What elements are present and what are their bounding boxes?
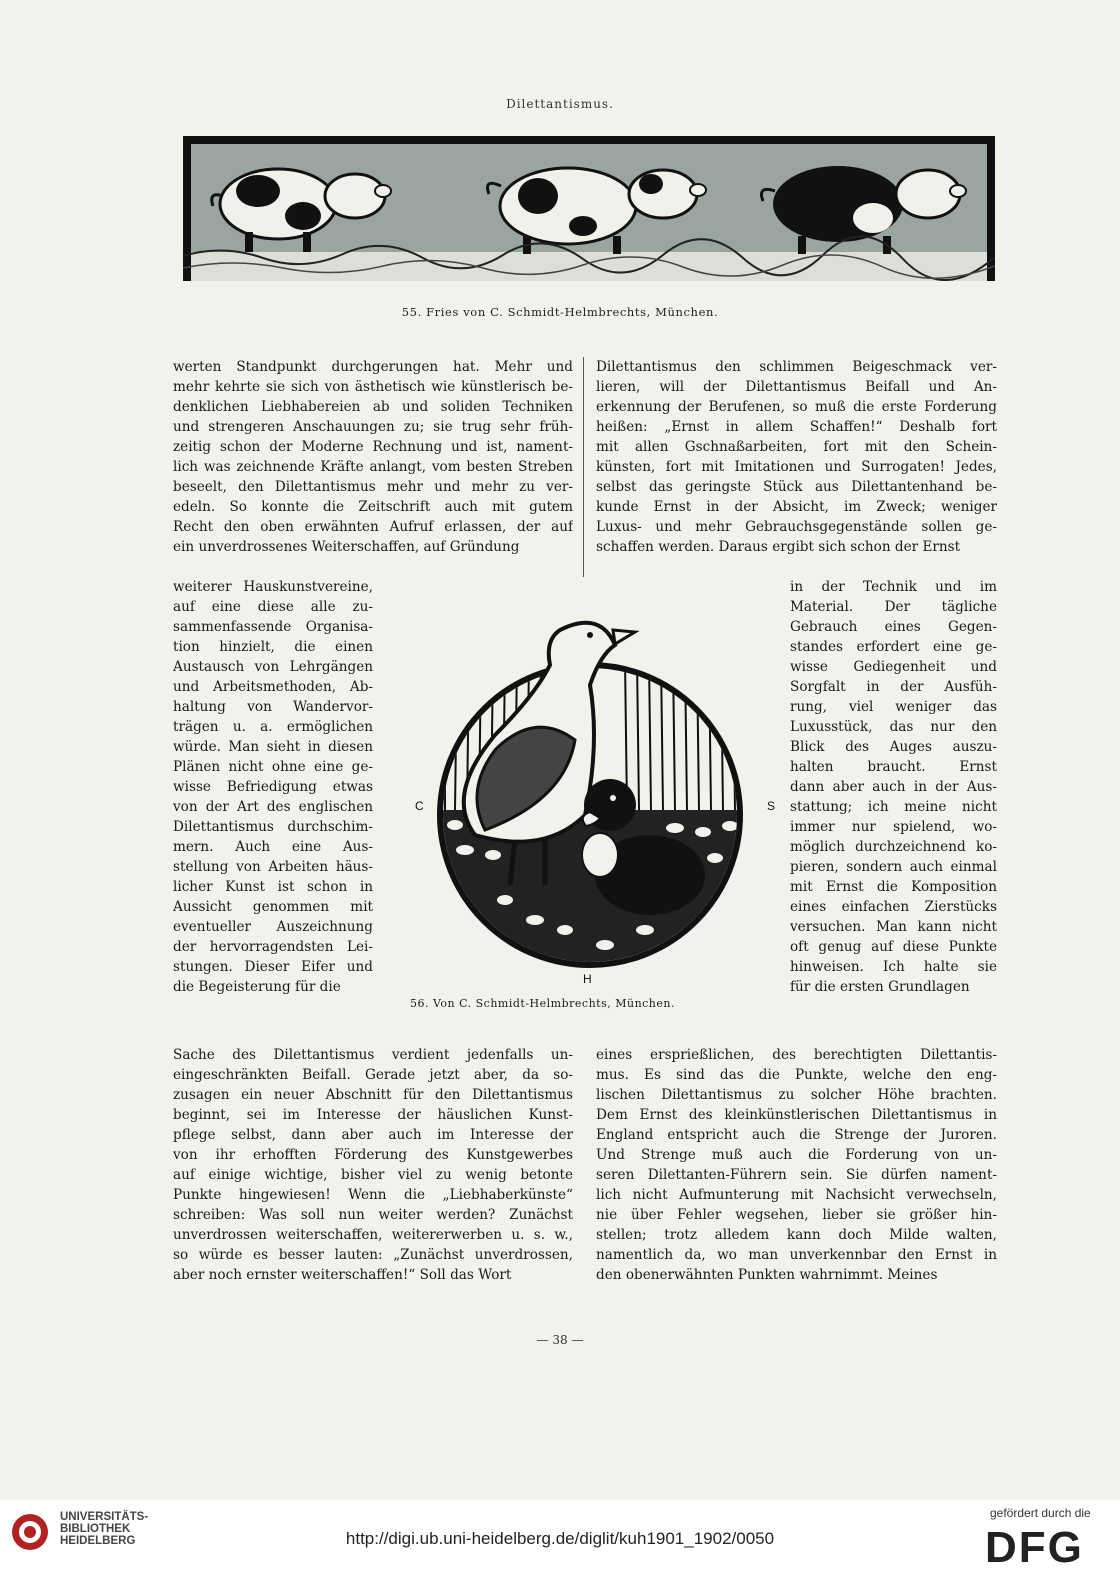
text-line: eingeschränkten Beifall. Gerade jetzt aber, da so- xyxy=(173,1067,573,1083)
text-line: eines ersprießlichen, des berechtigten Dilettantis- xyxy=(596,1047,997,1063)
text-line: stattung; ich meine nicht xyxy=(790,799,997,815)
page-number: — 38 — xyxy=(536,1333,584,1347)
text-line: lischen Dilettantismus zu solcher Höhe brachten. xyxy=(596,1087,997,1103)
text-line: rung, viel weniger das xyxy=(790,699,997,715)
text-line: Blick des Auges auszu- xyxy=(790,739,997,755)
text-line: standes erfordert eine ge- xyxy=(790,639,997,655)
text-line: schaffen werden. Daraus ergibt sich schon der Ernst xyxy=(596,539,961,555)
text-line: schreiben: Was soll nun weiter werden? Zunächst xyxy=(173,1207,573,1223)
institution-line: BIBLIOTHEK xyxy=(60,1523,131,1535)
text-line: unverdrossen weiterschaffen, weitererwerben u. s. w., xyxy=(173,1227,573,1243)
right-column-narrow xyxy=(790,577,997,997)
text-line: eines einfachen Zierstücks xyxy=(790,899,997,915)
left-column-bottom xyxy=(173,1045,573,1285)
text-line: Luxus- und mehr Gebrauchsgegenstände sollen ge- xyxy=(596,519,997,535)
right-column-bottom xyxy=(596,1045,997,1285)
text-line: und strengeren Anschauungen zu; sie trug sehr früh- xyxy=(173,419,573,435)
text-line: England entspricht auch die Strenge der Juroren. xyxy=(596,1127,997,1143)
text-line: künsten, fort mit Imitationen und Surrogaten! Jedes, xyxy=(596,459,997,475)
text-line: Recht den oben erwähnten Aufruf erlassen, der auf xyxy=(173,519,573,535)
text-line: mit Ernst die Komposition xyxy=(790,879,997,895)
text-line: hinweisen. Ich halte sie xyxy=(790,959,997,975)
text-line: lich nicht Aufmunterung mit Nachsicht verwechseln, xyxy=(596,1187,997,1203)
text-line: für die ersten Grundlagen xyxy=(790,979,970,995)
text-line: beginnt, sei im Interesse der häuslichen Kunst- xyxy=(173,1107,573,1123)
permalink-url[interactable]: http://digi.ub.uni-heidelberg.de/diglit/kuh1901_1902/0050 xyxy=(345,1529,775,1548)
text-line: halten braucht. Ernst xyxy=(790,759,997,775)
text-line: auf einige wichtige, bisher viel zu wenig betonte xyxy=(173,1167,573,1183)
text-line: immer nur spielend, wo- xyxy=(790,819,997,835)
text-line: Dem Ernst des kleinkünstlerischen Dilettantismus in xyxy=(596,1107,997,1123)
text-line: mus. Es sind das die Punkte, welche den eng- xyxy=(596,1067,997,1083)
text-line: Dilettantismus durchschim- xyxy=(173,819,373,835)
text-line: zusagen ein neuer Abschnitt für den Dilettantismus xyxy=(173,1087,573,1103)
text-line: ein unverdrossenes Weiterschaffen, auf Gründung xyxy=(173,539,520,555)
goose-duck-medallion-illustration xyxy=(385,600,790,990)
text-line: Plänen nicht ohne eine ge- xyxy=(173,759,373,775)
text-line: mit allen Gschnaßarbeiten, fort mit den Schein- xyxy=(596,439,997,455)
text-line: nie über Fehler wegsehen, lieber sie größer hin- xyxy=(596,1207,997,1223)
text-line: Und Strenge muß auch die Forderung von un- xyxy=(596,1147,997,1163)
text-line: dann aber auch in der Aus- xyxy=(790,779,997,795)
text-line: Luxusstück, das nur den xyxy=(790,719,997,735)
running-head: Dilettantismus. xyxy=(506,97,614,111)
text-line: von ihr erhofften Förderung des Kunstgewerbes xyxy=(173,1147,573,1163)
text-line: lieren, will der Dilettantismus Beifall und An- xyxy=(596,379,997,395)
text-line: edeln. So konnte die Zeitschrift auch mit gutem xyxy=(173,499,573,515)
text-line: werten Standpunkt durchgerungen hat. Mehr und xyxy=(173,359,573,375)
text-line: Aussicht genommen mit xyxy=(173,899,373,915)
text-line: wisse Befriedigung etwas xyxy=(173,779,373,795)
text-line: Punkte hingewiesen! Wenn die „Liebhaberkünste“ xyxy=(173,1187,573,1203)
text-line: Dilettantismus den schlimmen Beigeschmack ver- xyxy=(596,359,997,375)
funding-label: gefördert durch die xyxy=(990,1506,1091,1520)
column-divider xyxy=(583,357,584,577)
text-line: Gebrauch eines Gegen- xyxy=(790,619,997,635)
text-line: seren Dilettanten-Führern sein. Sie dürfen nament- xyxy=(596,1167,997,1183)
text-line: Material. Der tägliche xyxy=(790,599,997,615)
text-line: und Arbeitsmethoden, Ab- xyxy=(173,679,373,695)
text-line: möglich durchzeichnend ko- xyxy=(790,839,997,855)
text-line: sammenfassende Organisa- xyxy=(173,619,373,635)
text-line: die Begeisterung für die xyxy=(173,979,341,995)
monogram-bottom: H xyxy=(583,972,592,986)
text-line: selbst das geringste Stück aus Dilettantenhand be- xyxy=(596,479,997,495)
text-line: so würde es besser lauten: „Zunächst unverdrossen, xyxy=(173,1247,573,1263)
text-line: versuchen. Man kann nicht xyxy=(790,919,997,935)
text-line: stungen. Dieser Eifer und xyxy=(173,959,373,975)
dfg-logo: DFG xyxy=(985,1523,1084,1572)
right-column-top xyxy=(596,357,997,557)
text-line: namentlich da, wo man unverkennbar den Ernst in xyxy=(596,1247,997,1263)
institution-line: UNIVERSITÄTS- xyxy=(60,1511,149,1523)
monogram-left: C xyxy=(415,799,424,813)
text-line: von der Art des englischen xyxy=(173,799,373,815)
text-line: mern. Auch eine Aus- xyxy=(173,839,373,855)
text-line: lich was zeichnende Kräfte anlangt, vom besten Streben xyxy=(173,459,573,475)
text-line: in der Technik und im xyxy=(790,579,997,595)
text-line: haltung von Wandervor- xyxy=(173,699,373,715)
figure-56-caption: 56. Von C. Schmidt-Helmbrechts, München. xyxy=(410,997,675,1010)
left-column-narrow xyxy=(173,577,373,997)
monogram-right: S xyxy=(767,799,776,813)
text-line: beseelt, den Dilettantismus mehr und mehr zu ver- xyxy=(173,479,573,495)
pig-frieze-illustration xyxy=(183,136,995,281)
text-line: tion hinzielt, die einen xyxy=(173,639,373,655)
text-line: Sache des Dilettantismus verdient jedenfalls un- xyxy=(173,1047,573,1063)
text-line: trägen u. a. ermöglichen xyxy=(173,719,373,735)
text-line: pieren, sondern auch einmal xyxy=(790,859,997,875)
text-line: weiterer Hauskunstvereine, xyxy=(173,579,373,595)
text-line: zeitig schon der Moderne Rechnung und ist, nament- xyxy=(173,439,573,455)
text-line: oft genug auf diese Punkte xyxy=(790,939,997,955)
text-line: würde. Man sieht in diesen xyxy=(173,739,373,755)
text-line: auf eine diese alle zu- xyxy=(173,599,373,615)
text-line: pflege selbst, dann aber auch im Interesse der xyxy=(173,1127,573,1143)
left-column-top xyxy=(173,357,573,557)
text-line: erkennung der Berufenen, so muß die erste Forderung xyxy=(596,399,997,415)
text-line: den obenerwähnten Punkten wahrnimmt. Meines xyxy=(596,1267,938,1283)
text-line: Austausch von Lehrgängen xyxy=(173,659,373,675)
text-line: wisse Gediegenheit und xyxy=(790,659,997,675)
text-line: der hervorragendsten Lei- xyxy=(173,939,373,955)
text-line: aber noch ernster weiterschaffen!“ Soll das Wort xyxy=(173,1267,512,1283)
text-line: stellen; trotz alledem kann doch Milde walten, xyxy=(596,1227,997,1243)
text-line: mehr kehrte sie sich von ästhetisch wie künstlerisch be- xyxy=(173,379,573,395)
figure-55-caption: 55. Fries von C. Schmidt-Helmbrechts, München. xyxy=(401,305,719,319)
text-line: stellung von Arbeiten häus- xyxy=(173,859,373,875)
text-line: kunde Ernst in der Absicht, im Zweck; weniger xyxy=(596,499,997,515)
text-line: eventueller Auszeichnung xyxy=(173,919,373,935)
text-line: licher Kunst ist schon in xyxy=(173,879,373,895)
text-line: heißen: „Ernst in allem Schaffen!“ Deshalb fort xyxy=(596,419,997,435)
text-line: denklichen Liebhabereien ab und soliden Techniken xyxy=(173,399,573,415)
text-line: Sorgfalt in der Ausfüh- xyxy=(790,679,997,695)
institution-line: HEIDELBERG xyxy=(60,1535,136,1547)
